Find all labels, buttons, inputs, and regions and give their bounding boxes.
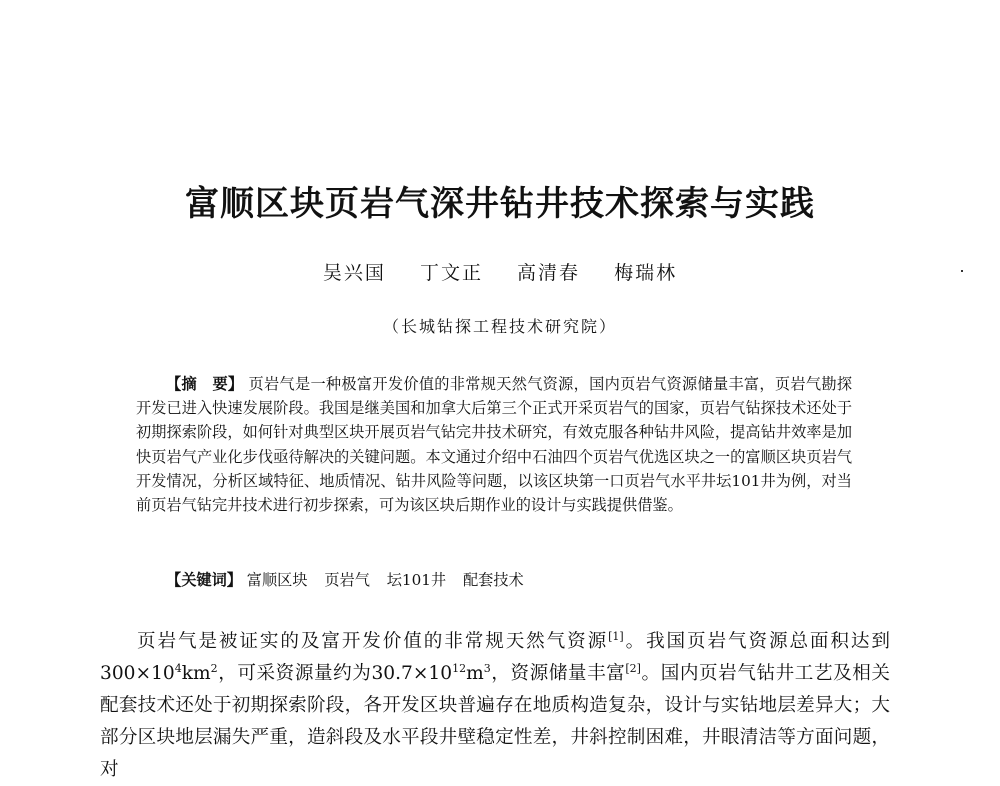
keywords [166, 568, 536, 592]
keyword: 配套技术 [462, 571, 524, 589]
keywords-label: 【关键词】 [166, 571, 242, 589]
body-text: ，可采资源量约为30.7×10 [217, 663, 453, 684]
author-name: 吴兴国 [322, 262, 386, 284]
body-text: km [181, 663, 211, 684]
body-text: 页岩气是被证实的及富开发价值的非常规天然气资源 [137, 631, 609, 652]
exponent: 12 [452, 661, 467, 675]
affiliation: （长城钻探工程技术研究院） [382, 317, 617, 336]
author-name: 丁文正 [419, 262, 483, 284]
body-text: 。我国页岩气资源总面积达到300×10 [100, 631, 890, 684]
body-text: m [466, 663, 484, 684]
body-text: 。国内页岩气钻井工艺及相关配套技术还处于初期探索阶段，各开发区块普遍存在地质构造复杂，设计与实钻地层差异大；大部分区块地层漏失严重，造斜段及水平段井壁稳定性差，井斜控制困难，井眼清洁等方面问题，对 [100, 663, 890, 780]
abstract-text: 页岩气是一种极富开发价值的非常规天然气资源，国内页岩气资源储量丰富，页岩气勘探开发已进入快速发展阶段。我国是继美国和加拿大后第三个正式开采页岩气的国家，页岩气钻探技术还处于初期探索阶段，如何针对典型区块开展页岩气钻完井技术研究，有效克服各种钻井风险，提高钻井效率是加快页岩气产业化步伐亟待解决的关键问题。本文通过介绍中石油四个页岩气优选区块之一的富顺区块页岩气开发情况，分析区域特征、地质情况、钻井风险等问题，以该区块第一口页岩气水平井坛101井为例，对当前页岩气钻完井技术进行初步探索，可为该区块后期作业的设计与实践提供借鉴。 [136, 375, 853, 515]
abstract-label: 【摘 要】 [166, 375, 244, 393]
exponent: 3 [483, 661, 491, 675]
keyword: 富顺区块 [246, 571, 308, 589]
keyword: 坛101井 [386, 571, 447, 589]
body-text: ，资源储量丰富 [490, 663, 626, 684]
exponent: 2 [210, 661, 218, 675]
citation: [2] [625, 661, 641, 675]
exponent: 4 [174, 661, 182, 675]
keyword: 页岩气 [324, 571, 370, 589]
abstract [136, 372, 852, 517]
citation: [1] [608, 629, 624, 643]
author-name: 高清春 [517, 262, 581, 284]
author-list [0, 258, 1000, 285]
scan-speck [961, 270, 963, 272]
body-paragraph [100, 626, 890, 786]
paper-title: 富顺区块页岩气深井钻井技术探索与实践 [185, 184, 815, 224]
author-name: 梅瑞林 [614, 262, 678, 284]
